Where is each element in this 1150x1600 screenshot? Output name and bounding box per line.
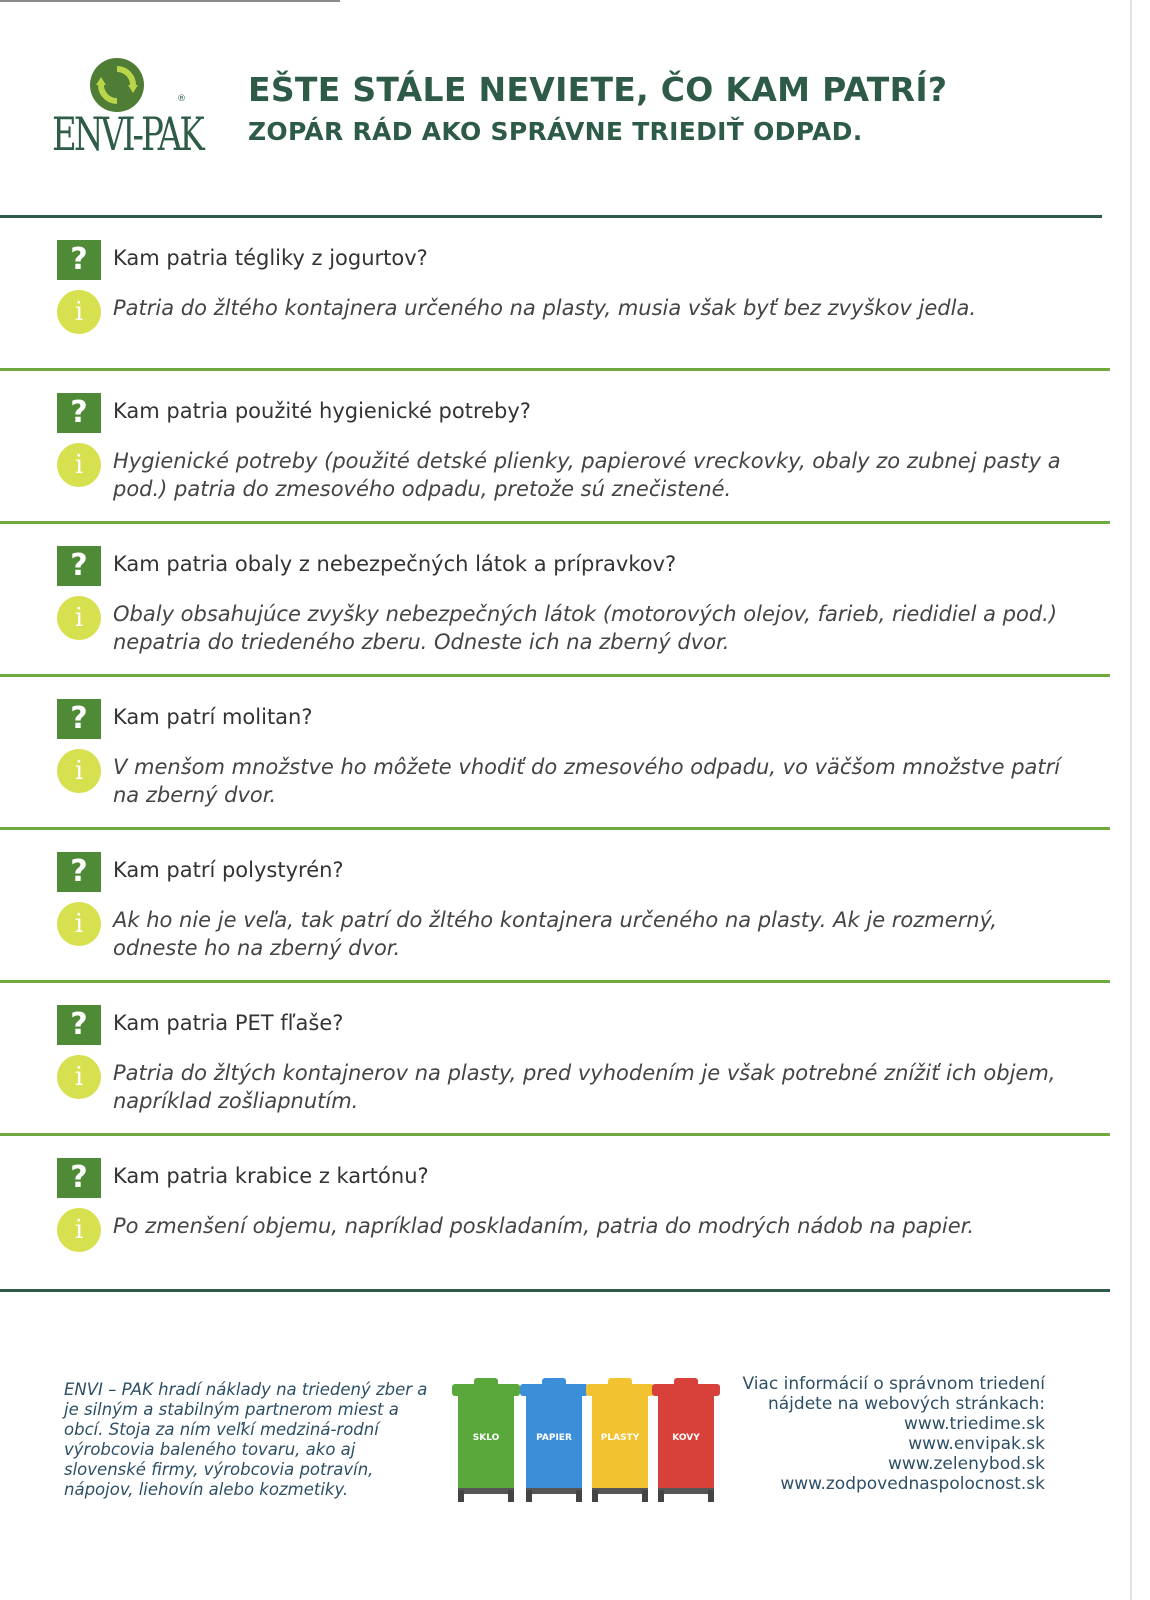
faq-answer: V menšom množstve ho môžete vhodiť do zmesového odpadu, vo väčšom množstve patrí na zberný dvor. bbox=[113, 755, 1061, 807]
info-line: Viac informácií o správnom triedení bbox=[742, 1374, 1045, 1394]
question-icon: ? bbox=[57, 393, 101, 433]
bin-body bbox=[592, 1396, 648, 1490]
bin-body bbox=[526, 1396, 582, 1490]
info-icon: i bbox=[57, 443, 101, 487]
registered-mark: ® bbox=[177, 94, 186, 104]
bin-base bbox=[592, 1488, 648, 1494]
faq-answer: Patria do žltého kontajnera určeného na plasty, musia však byť bez zvyškov jedla. bbox=[113, 296, 976, 320]
info-icon: i bbox=[57, 1055, 101, 1099]
bin-lid bbox=[520, 1384, 588, 1396]
faq-question: Kam patria PET fľaše? bbox=[113, 1011, 344, 1035]
info-icon: i bbox=[57, 290, 101, 334]
footer-links bbox=[720, 1374, 1045, 1494]
faq-answer: Po zmenšení objemu, napríklad poskladaním, patria do modrých nádob na papier. bbox=[113, 1214, 975, 1238]
bin-wheel bbox=[576, 1490, 582, 1502]
faq-item bbox=[0, 218, 1110, 371]
faq-question: Kam patria krabice z kartónu? bbox=[113, 1164, 429, 1188]
info-icon: i bbox=[57, 749, 101, 793]
faq-answer: Ak ho nie je veľa, tak patrí do žltého kontajnera určeného na plasty. Ak je rozmerný, odneste ho na zberný dvor. bbox=[113, 908, 998, 960]
faq-item bbox=[0, 524, 1110, 677]
info-icon: i bbox=[57, 1208, 101, 1252]
faq-question: Kam patria použité hygienické potreby? bbox=[113, 399, 531, 423]
link-triedime[interactable]: www.triedime.sk bbox=[903, 1414, 1045, 1434]
bin-base bbox=[658, 1488, 714, 1494]
faq-question: Kam patrí molitan? bbox=[113, 705, 313, 729]
info-line: nájdete na webových stránkach: bbox=[767, 1394, 1045, 1414]
page-title: EŠTE STÁLE NEVIETE, ČO KAM PATRÍ? bbox=[248, 70, 948, 109]
bin-wheel bbox=[642, 1490, 648, 1502]
question-icon: ? bbox=[57, 546, 101, 586]
faq-item bbox=[0, 371, 1110, 524]
faq-answer: Obaly obsahujúce zvyšky nebezpečných látok (motorových olejov, farieb, riedidiel a pod.) nepatria do triedeného zberu. Odneste ich na zberný dvor. bbox=[113, 602, 1058, 654]
question-icon: ? bbox=[57, 699, 101, 739]
bin-label: PAPIER bbox=[536, 1433, 572, 1443]
page-edge bbox=[1130, 0, 1132, 1600]
bin-lid bbox=[586, 1384, 654, 1396]
bin-label: KOVY bbox=[672, 1433, 700, 1443]
bin-body bbox=[458, 1396, 514, 1490]
bin-lid bbox=[652, 1384, 720, 1396]
bin-sklo bbox=[456, 1378, 516, 1503]
bin-wheel bbox=[592, 1490, 598, 1502]
faq-item bbox=[0, 983, 1110, 1136]
faq-answer: Hygienické potreby (použité detské plienky, papierové vreckovky, obaly zo zubnej pasty a pod.) patria do zmesového odpadu, pretože sú znečistené. bbox=[113, 449, 1061, 501]
link-zelenybod[interactable]: www.zelenybod.sk bbox=[887, 1454, 1045, 1474]
bin-base bbox=[458, 1488, 514, 1494]
bin-base bbox=[526, 1488, 582, 1494]
question-icon: ? bbox=[57, 240, 101, 280]
info-icon: i bbox=[57, 902, 101, 946]
question-icon: ? bbox=[57, 852, 101, 892]
faq-answer: Patria do žltých kontajnerov na plasty, pred vyhodením je však potrebné znížiť ich objem, napríklad zošliapnutím. bbox=[113, 1061, 1056, 1113]
bin-body bbox=[658, 1396, 714, 1490]
footer-about-text: ENVI – PAK hradí náklady na triedený zber a je silným a stabilným partnerom miest a obcí. Stoja za ním veľkí medziná-rodní výrobcovia baleného tovaru, ako aj slovenské firmy, výrobcovia potravín, nápojov, liehovín alebo kozmetiky. bbox=[64, 1380, 428, 1499]
faq-item bbox=[0, 677, 1110, 830]
question-icon: ? bbox=[57, 1005, 101, 1045]
bin-wheel bbox=[708, 1490, 714, 1502]
bin-wheel bbox=[526, 1490, 532, 1502]
recycle-icon bbox=[90, 58, 144, 112]
bin-wheel bbox=[458, 1490, 464, 1502]
bin-plasty bbox=[590, 1378, 650, 1503]
link-envipak[interactable]: www.envipak.sk bbox=[908, 1434, 1045, 1454]
faq-question: Kam patria tégliky z jogurtov? bbox=[113, 246, 428, 270]
faq-question: Kam patria obaly z nebezpečných látok a prípravkov? bbox=[113, 552, 677, 576]
bin-lid bbox=[452, 1384, 520, 1396]
bin-kovy bbox=[656, 1378, 716, 1503]
faq-question: Kam patrí polystyrén? bbox=[113, 858, 344, 882]
logo-wordmark: ENVI-PAK bbox=[52, 108, 202, 162]
bin-label: PLASTY bbox=[600, 1433, 640, 1443]
bin-papier bbox=[524, 1378, 584, 1503]
bin-wheel bbox=[658, 1490, 664, 1502]
faq-item bbox=[0, 830, 1110, 983]
info-icon: i bbox=[57, 596, 101, 640]
faq-list bbox=[0, 218, 1110, 1292]
faq-item bbox=[0, 1136, 1110, 1292]
envi-pak-logo bbox=[52, 58, 202, 162]
page-subtitle: ZOPÁR RÁD AKO SPRÁVNE TRIEDIŤ ODPAD. bbox=[248, 117, 863, 146]
top-rule bbox=[0, 0, 340, 2]
bin-wheel bbox=[508, 1490, 514, 1502]
link-zodpovednaspolocnost[interactable]: www.zodpovednaspolocnost.sk bbox=[780, 1474, 1045, 1494]
waste-bins-illustration bbox=[452, 1378, 722, 1503]
question-icon: ? bbox=[57, 1158, 101, 1198]
bin-label: SKLO bbox=[472, 1433, 500, 1443]
